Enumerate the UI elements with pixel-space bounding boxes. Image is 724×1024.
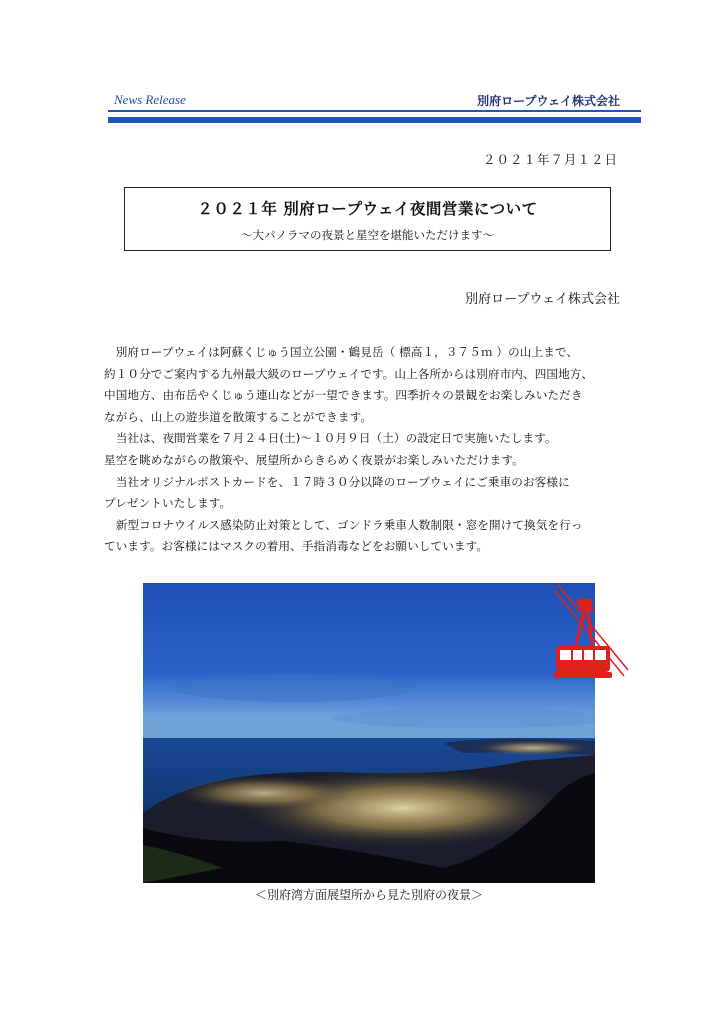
header-rule-thin: [108, 110, 641, 112]
body-text: [104, 342, 622, 558]
body-line: 別府ロープウェイは阿蘇くじゅう国立公園・鶴見岳（ 標高１，３７５ｍ ）の山上まで、: [104, 345, 579, 359]
body-line: 約１０分でご案内する九州最大級のロープウェイです。山上各所からは別府市内、四国地方、: [104, 366, 594, 381]
body-line: 中国地方、由布岳やくじゅう連山などが一望できます。四季折々の景観をお楽しみいただき: [104, 388, 583, 403]
city-lights: [173, 775, 353, 811]
body-line: 当社は、夜間営業を７月２４日(土)～１０月９日（土）の設定日で実施いたします。: [104, 431, 557, 446]
company-signature: 別府ロープウェイ株式会社: [465, 292, 620, 307]
night-view-photo: [143, 583, 595, 883]
news-release-label: News Release: [114, 92, 186, 107]
title-box: [124, 187, 611, 251]
body-line: ています。お客様にはマスクの着用、手指消毒などをお願いしています。: [104, 539, 489, 554]
city-lights: [473, 740, 593, 756]
body-line: 新型コロナウイルス感染防止対策として、ゴンドラ乗車人数制限・窓を開けて換気を行っ: [104, 517, 583, 532]
document-title: ２０２１年 別府ロープウェイ夜間営業について: [197, 200, 538, 218]
ropeway-illustration: [548, 580, 630, 692]
photo-caption: ＜別府湾方面展望所から見た別府の夜景＞: [254, 888, 483, 902]
header-rule-thick: [108, 117, 641, 123]
body-line: 星空を眺めながらの散策や、展望所からきらめく夜景がお楽しみいただけます。: [104, 452, 524, 467]
body-line: 当社オリジナルポストカードを、１７時３０分以降のロープウェイにご乗車のお客様に: [104, 474, 570, 489]
body-line: プレゼントいたします。: [104, 496, 232, 511]
document-subtitle: ～大パノラマの夜景と星空を堪能いただけます～: [241, 228, 494, 242]
release-date: ２０２１年７月１２日: [482, 152, 618, 167]
body-line: ながら、山上の遊歩道を散策することができます。: [104, 409, 373, 424]
cloud: [173, 674, 413, 702]
header-company-name: 別府ロープウェイ株式会社: [477, 94, 620, 108]
